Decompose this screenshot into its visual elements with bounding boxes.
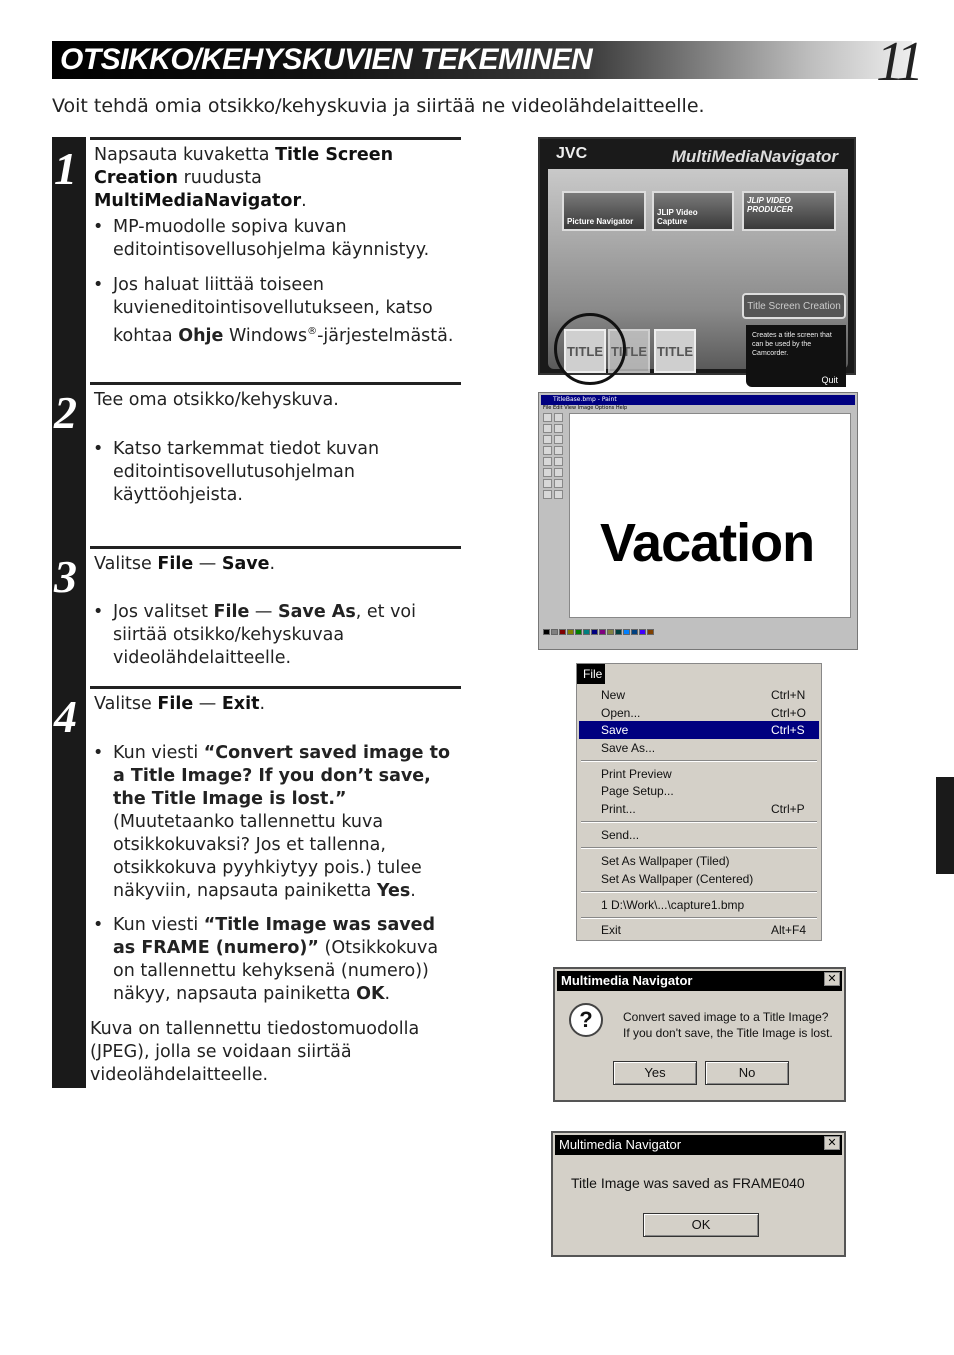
menu-item-send[interactable]: Send... — [601, 828, 640, 842]
step-divider — [90, 686, 461, 689]
menu-separator — [581, 891, 817, 893]
step-4-text: Valitse File — Exit. — [94, 694, 266, 714]
menu-item-print-preview[interactable]: Print Preview — [601, 767, 672, 781]
close-icon[interactable]: ✕ — [824, 1136, 840, 1150]
paint-toolbox — [543, 413, 565, 533]
jvc-logo: JVC — [556, 145, 588, 162]
file-menu-header[interactable]: File — [577, 664, 605, 684]
highlight-circle — [554, 313, 626, 385]
menu-item-save-as[interactable]: Save As... — [601, 741, 656, 755]
step-divider — [90, 546, 461, 549]
menu-item-save[interactable]: Save Ctrl+S — [579, 721, 819, 739]
page-number: 11 — [876, 31, 920, 93]
paint-title: TitleBase.bmp - Paint — [541, 395, 855, 405]
step-2-text: Tee oma otsikko/kehyskuva. — [94, 390, 339, 410]
step-number-1: 1 — [54, 143, 77, 194]
ok-button[interactable]: OK — [643, 1213, 759, 1237]
step-4-footer: Kuva on tallennettu tiedostomuodolla (JPEG), jolla se voidaan siirtää videolähdelaitteelle. — [90, 1019, 420, 1085]
quit-button[interactable]: Quit — [821, 375, 838, 385]
dialog-title: Multimedia Navigator — [557, 971, 842, 991]
step-number-2: 2 — [54, 387, 77, 438]
yes-button[interactable]: Yes — [613, 1061, 697, 1085]
menu-item-new[interactable]: New Ctrl+N — [601, 688, 806, 702]
menu-item-open[interactable]: Open... Ctrl+O — [601, 706, 807, 720]
dialog-message: Convert saved image to a Title Image? If you don't save, the Title Image is lost. — [623, 1010, 833, 1040]
tooltip-description: Creates a title screen that can be used by the Camcorder. — [746, 325, 846, 387]
step-3-bullet-1: • Jos valitset File — Save As, et voi siirtää otsikko/kehyskuvaa videolähdelaitteelle. — [93, 602, 416, 668]
step-1-text: Napsauta kuvaketta Title Screen Creation ruudusta MultiMediaNavigator. — [94, 145, 394, 211]
multimedia-navigator-screenshot — [538, 137, 856, 385]
navigator-panel — [548, 169, 848, 385]
video-capture-tile[interactable]: JLIP Video Capture — [652, 191, 734, 231]
step-4-bullet-1: • Kun viesti “Convert saved image to a Title Image? If you don’t save, the Title Image is lost.” (Muutetaanko tallennettu kuva otsikkokuvaksi? Jos et tallenna, otsikkokuva pyyhkiytyy pois.) tulee näkyviin, napsauta painiketta Yes. — [93, 743, 450, 901]
title-play-icon[interactable]: TITLE — [654, 329, 696, 373]
step-2-bullet-1: • Katso tarkemmat tiedot kuvan editointisovellutusohjelman käyttöohjeista. — [93, 439, 380, 505]
canvas-text: Vacation — [600, 513, 815, 573]
step-bar — [52, 137, 86, 1088]
title-edit-icon[interactable]: TITLE — [608, 329, 650, 373]
dialog-title: Multimedia Navigator — [555, 1135, 842, 1155]
menu-separator — [581, 821, 817, 823]
paint-window-screenshot — [538, 392, 858, 650]
file-menu-screenshot — [576, 663, 822, 941]
step-4-bullet-2: • Kun viesti “Title Image was saved as FRAME (numero)” (Otsikkokuva on tallennettu kehyksenä (numero)) näkyy, napsauta painiketta OK. — [93, 915, 439, 1004]
dialog-message: Title Image was saved as FRAME040 — [571, 1175, 805, 1191]
step-number-3: 3 — [54, 551, 77, 602]
step-number-4: 4 — [54, 691, 77, 742]
saved-dialog — [551, 1131, 846, 1257]
convert-dialog — [553, 967, 846, 1102]
menu-item-print[interactable]: Print... Ctrl+P — [601, 802, 805, 816]
color-palette[interactable] — [543, 629, 663, 643]
menu-item-page-setup[interactable]: Page Setup... — [601, 784, 674, 798]
question-icon: ? — [569, 1003, 603, 1037]
menu-item-wallpaper-centered[interactable]: Set As Wallpaper (Centered) — [601, 872, 754, 886]
section-tab — [936, 777, 954, 874]
close-icon[interactable]: ✕ — [824, 972, 840, 986]
intro-text: Voit tehdä omia otsikko/kehyskuvia ja siirtää ne videolähdelaitteelle. — [52, 95, 705, 117]
title-screen-creation-label: Title Screen Creation — [742, 293, 846, 319]
step-1-bullet-1: • MP-muodolle sopiva kuvan editointisovellusohjelma käynnistyy. — [93, 217, 430, 260]
menu-item-recent-file[interactable]: 1 D:\Work\...\capture1.bmp — [601, 898, 745, 912]
video-producer-tile[interactable]: JLIP VIDEO PRODUCER — [742, 191, 836, 231]
menu-separator — [581, 847, 817, 849]
no-button[interactable]: No — [705, 1061, 789, 1085]
menu-item-wallpaper-tiled[interactable]: Set As Wallpaper (Tiled) — [601, 854, 730, 868]
menu-separator — [581, 917, 817, 919]
app-brand: MultiMediaNavigator — [671, 147, 838, 166]
title-screen-icon[interactable]: TITLE — [564, 329, 606, 373]
paint-canvas[interactable] — [569, 413, 851, 618]
menu-item-exit[interactable]: Exit Alt+F4 — [601, 923, 807, 937]
step-1-bullet-2: • Jos haluat liittää toiseen kuvieneditointisovellutukseen, katso kohtaa Ohje Windows®-järjestelmästä. — [93, 275, 454, 346]
step-3-text: Valitse File — Save. — [94, 554, 276, 574]
step-divider — [90, 137, 461, 140]
paint-menubar[interactable]: File Edit View Image Options Help — [543, 405, 628, 411]
page-title: OTSIKKO/KEHYSKUVIEN TEKEMINEN — [60, 43, 593, 76]
menu-separator — [581, 760, 817, 762]
step-divider — [90, 382, 461, 385]
picture-navigator-tile[interactable]: Picture Navigator — [562, 191, 646, 231]
